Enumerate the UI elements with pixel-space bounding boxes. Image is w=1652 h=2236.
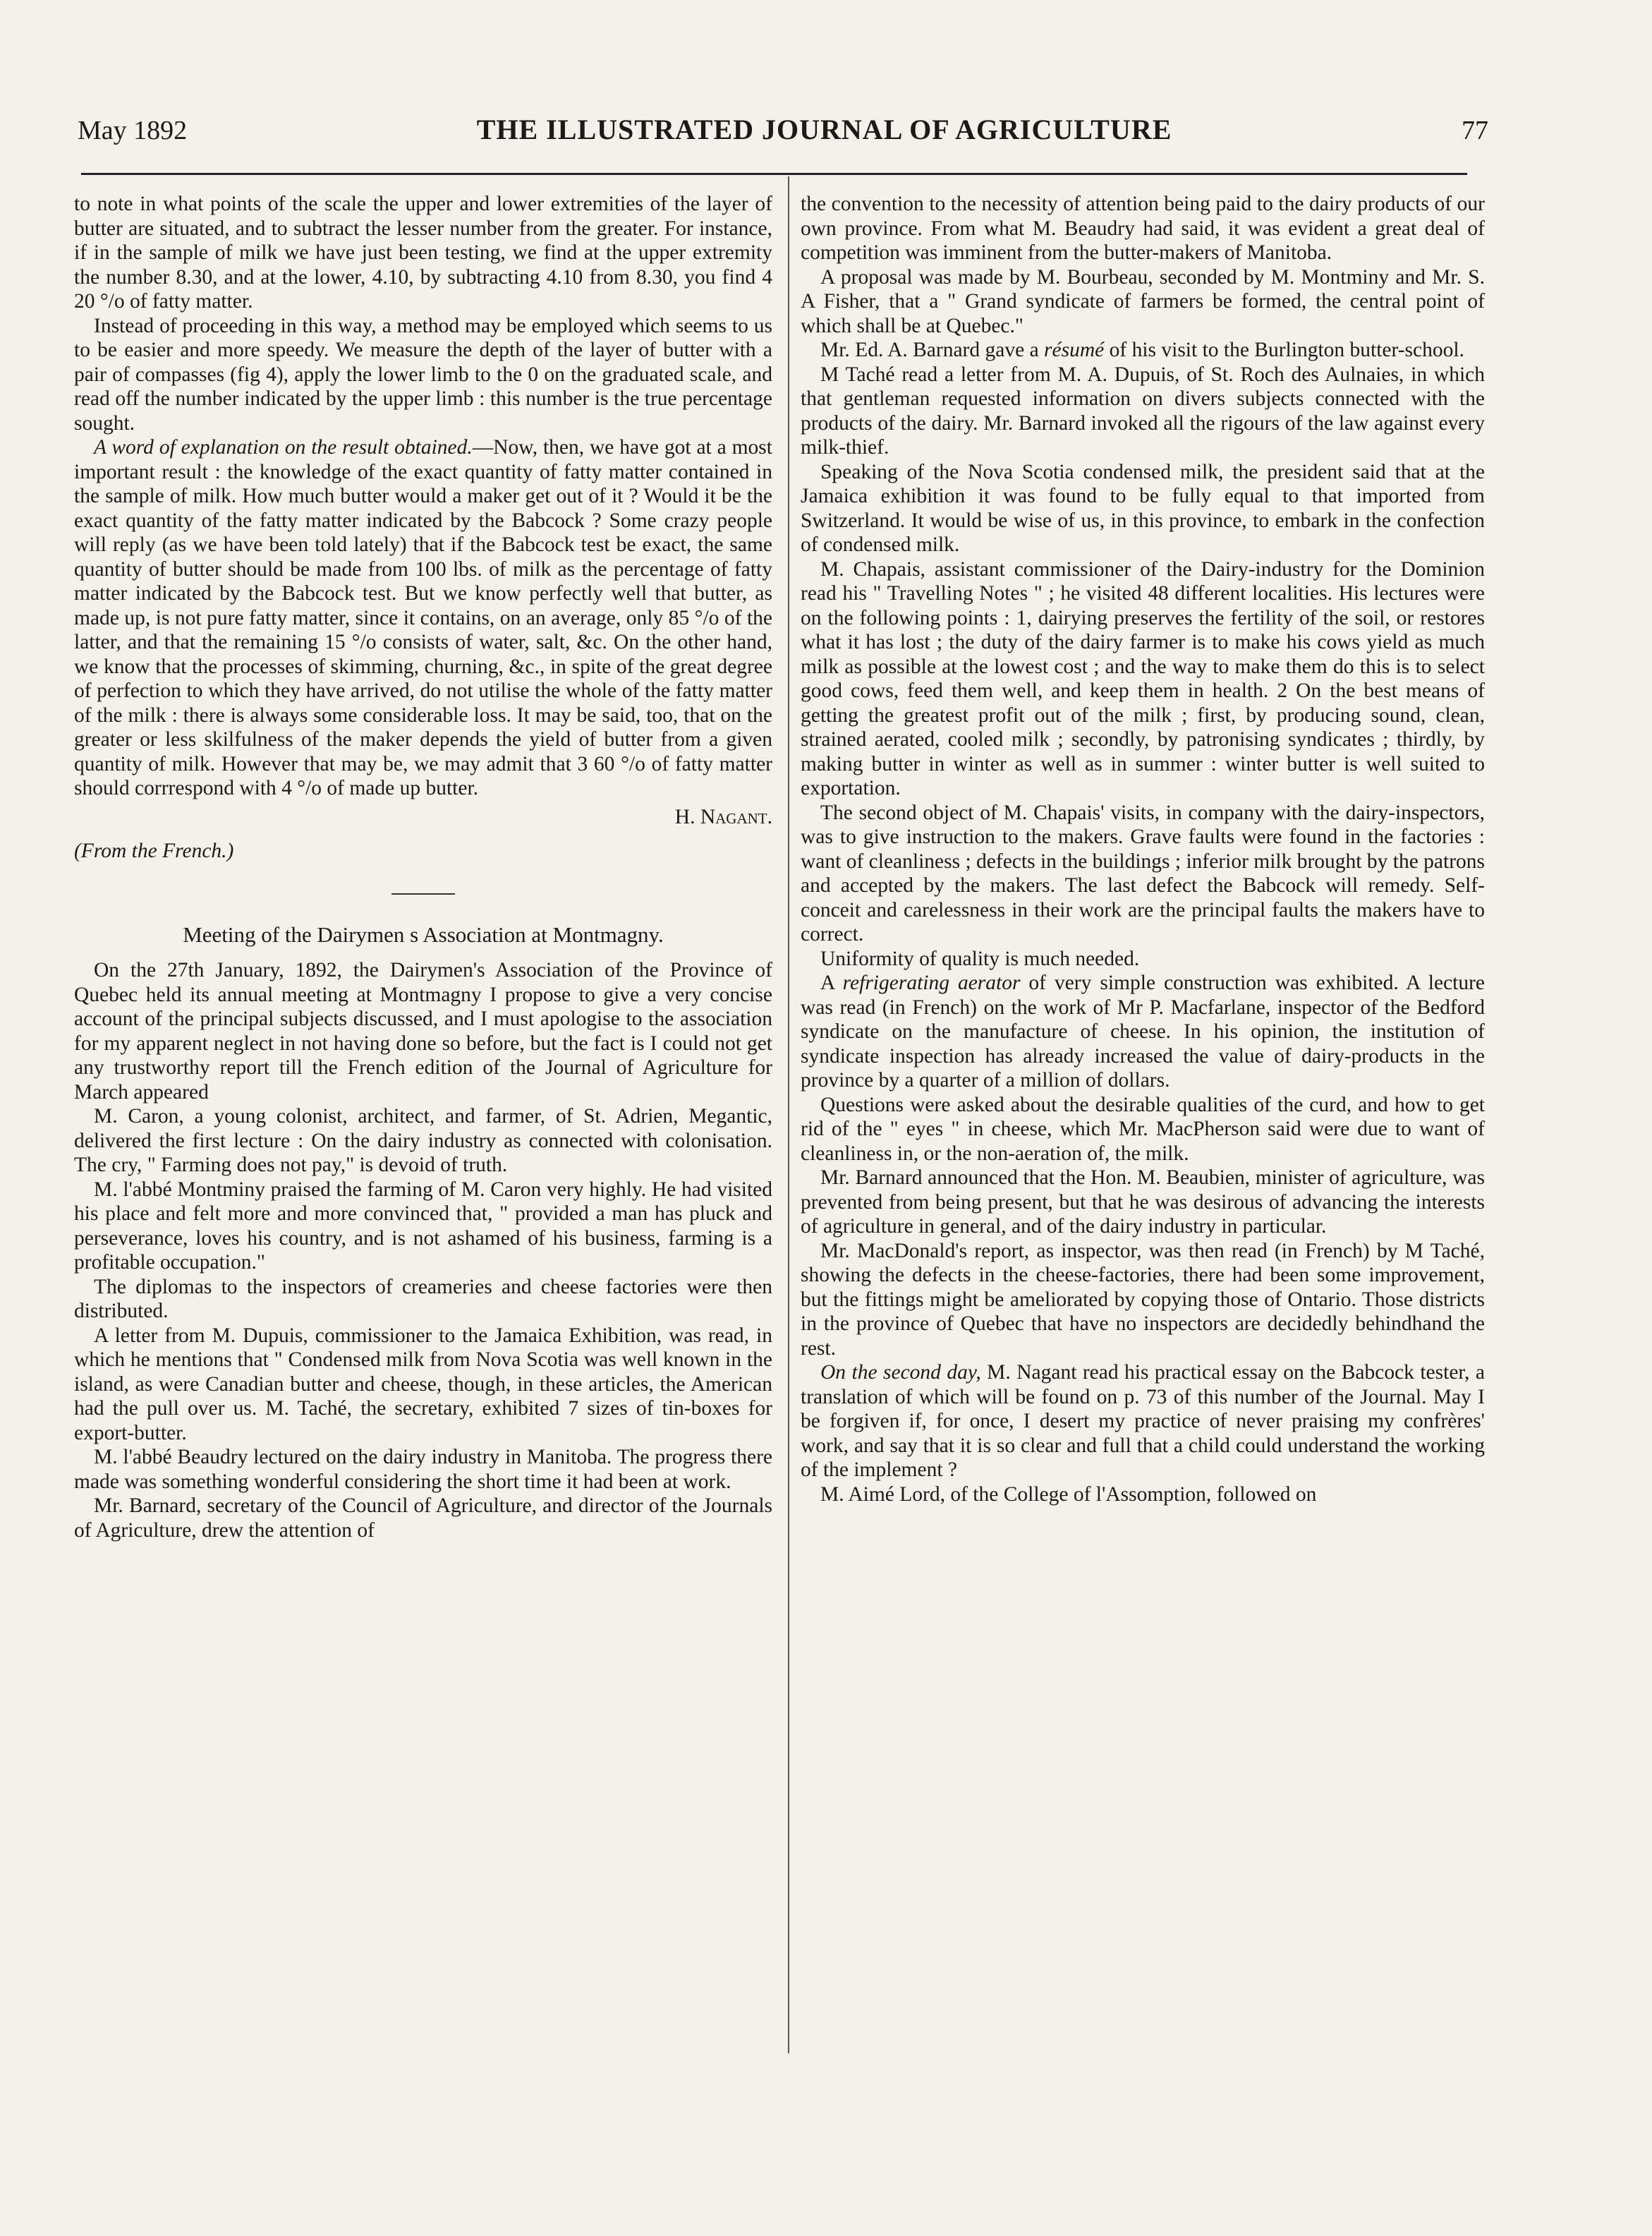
italic-run: refrigerating aerator bbox=[842, 972, 1021, 994]
paragraph: M Taché read a letter from M. A. Dupuis, of St. Roch des Aulnaies, in which that gentleman requested information on divers subjects connected with the products of the dairy. Mr. Barnard invoked all the rigours of the law against every milk-thief. bbox=[801, 363, 1485, 459]
author-signature: H. Nagant. bbox=[674, 805, 772, 828]
italic-run: On the second day, bbox=[820, 1361, 981, 1384]
header-rule bbox=[81, 173, 1467, 175]
paragraph: A proposal was made by M. Bourbeau, seconded by M. Montminy and Mr. S. A Fisher, that a " Grand syndicate of farmers be formed, the central point of which shall be at Quebec." bbox=[801, 265, 1485, 337]
paragraph-text: of very simple construction was exhibited. A lecture was read (in French) on the work of Mr P. Macfarlane, inspector of the Bedford syndicate on the manufacture of cheese. In his opinion, the institution of syndicate inspection has already increased the value of dairy-products in the province by a quarter of a million of dollars. bbox=[801, 972, 1485, 1092]
paragraph: M. Caron, a young colonist, architect, and farmer, of St. Adrien, Megantic, delivered the first lecture : On the dairy industry as connected with colonisation. The cry, " Farming does not pay," is devoid of truth. bbox=[74, 1105, 772, 1176]
paragraph bbox=[801, 1360, 1485, 1482]
page-number: 77 bbox=[1462, 116, 1488, 145]
issue-date: May 1892 bbox=[78, 116, 188, 145]
paragraph: M. Chapais, assistant commissioner of the Dairy-industry for the Dominion read his " Travelling Notes " ; he visited 48 different localities. His lectures were on the following points : 1, dairying preserves the fertility of the soil, or restores what it has lost ; the duty of the dairy farmer is to make his cows yield as much milk as possible at the lowest cost ; and the way to make them do this is to select good cows, feed them well, and keep them in health. 2 On the best means of getting the greatest profit out of the milk ; first, by producing sound, clean, strained aerated, cooled milk ; secondly, by patronising syndicates ; thirdly, by making butter in winter as well as in summer : winter butter is well suited to exportation. bbox=[801, 557, 1485, 799]
paragraph bbox=[801, 971, 1485, 1093]
paragraph: Mr. MacDonald's report, as inspector, was then read (in French) by M Taché, showing the defects in the cheese-factories, there had been some improvement, but the fittings might be ameliorated by copying those of Ontario. Those districts in the province of Quebec that have no inspectors are decidedly behindhand the rest. bbox=[801, 1239, 1485, 1360]
italic-run: A word of explanation on the result obtained. bbox=[94, 436, 473, 459]
paragraph bbox=[801, 338, 1485, 363]
paragraph: M. l'abbé Montminy praised the farming of M. Caron very highly. He had visited his place and felt more and more convinced that, " provided a man has pluck and perseverance, loves his country, and is not ashamed of his business, farming is a profitable occupation." bbox=[74, 1178, 772, 1274]
paragraph-text: of his visit to the Burlington butter-school. bbox=[1104, 339, 1464, 361]
paragraph: A letter from M. Dupuis, commissioner to the Jamaica Exhibition, was read, in which he mentions that " Condensed milk from Nova Scotia was well known in the island, as were Canadian butter and cheese, though, in these articles, the American had the pull over us. M. Taché, the secretary, exhibited 7 sizes of tin-boxes for export-butter. bbox=[74, 1324, 772, 1444]
paragraph: the convention to the necessity of attention being paid to the dairy products of our own province. From what M. Beaudry had said, it was evident a great deal of competition was imminent from the butter-makers of Manitoba. bbox=[801, 193, 1485, 264]
article-heading: Meeting of the Dairymen s Association at Montmagny. bbox=[183, 921, 664, 947]
paragraph-text: —Now, then, we have got at a most important result : the knowledge of the exact quantity of fatty matter contained in the sample of milk. How much butter would a maker get out of it ? Would it be the exact quantity of the fatty matter indicated by the Babcock ? Some crazy people will reply (as we have been told lately) that if the Babcock test be exact, the same quantity of butter should be made from 100 lbs. of milk as the percentage of fatty matter indicated by the Babcock test. But we know perfectly well that butter, as made up, is not pure fatty matter, since it contains, on an average, only 85 °/o of the latter, and that the remaining 15 °/o consists of water, salt, &c. On the other hand, we know that the processes of skimming, churning, &c., in spite of the great degree of perfection to which they have arrived, do not utilise the whole of the fatty matter of the milk : there is always some considerable loss. It may be said, too, that on the greater or less skilfulness of the maker depends the yield of butter from a given quantity of milk. However that may be, we may admit that 3 60 °/o of fatty matter should corrrespond with 4 °/o of made up butter. bbox=[74, 436, 772, 799]
paragraph: The second object of M. Chapais' visits, in company with the dairy-inspectors, was to give instruction to the makers. Grave faults were found in the factories : want of cleanliness ; defects in the buildings ; inferior milk brought by the patrons and accepted by the makers. The last defect the Babcock will remedy. Self-conceit and carelessness in their work are the principal faults the makers have to correct. bbox=[801, 801, 1486, 945]
paragraph bbox=[74, 435, 772, 801]
paragraph: Mr. Barnard, secretary of the Council of Agriculture, and director of the Journals of Agriculture, drew the attention of bbox=[74, 1494, 772, 1542]
paragraph: M. l'abbé Beaudry lectured on the dairy industry in Manitoba. The progress there made was something wonderful considering the short time it had been at work. bbox=[74, 1446, 772, 1493]
paragraph: The diplomas to the inspectors of creameries and cheese factories were then distributed. bbox=[74, 1275, 772, 1322]
paragraph: On the 27th January, 1892, the Dairymen's Association of the Province of Quebec held its annual meeting at Montmagny I propose to give a very concise account of the principal subjects discussed, and I must apologise to the association for my apparent neglect in not having done so before, but the fact is I could not get any trustworthy report till the French edition of the Journal of Agriculture for March appeared bbox=[74, 959, 772, 1104]
journal-title: THE ILLUSTRATED JOURNAL OF AGRICULTURE bbox=[476, 114, 1172, 145]
paragraph: to note in what points of the scale the upper and lower extremities of the layer of butter are situated, and to subtract the lesser number from the greater. For instance, if in the sample of milk we have just been testing, we find at the upper extremity the number 8.30, and at the lower, 4.10, by subtracting 4.10 from 8.30, you find 4 20 °/o of fatty matter. bbox=[74, 193, 772, 313]
paragraph: Uniformity of quality is much needed. bbox=[820, 947, 1140, 970]
italic-run: résumé bbox=[1044, 339, 1105, 361]
running-header bbox=[78, 113, 1488, 155]
paragraph: Speaking of the Nova Scotia condensed milk, the president said that at the Jamaica exhibition it was found to be fully equal to that imported from Switzerland. It would be wise of us, in this province, to embark in the confection of condensed milk. bbox=[801, 460, 1485, 556]
paragraph-text: Mr. Ed. A. Barnard gave a bbox=[820, 339, 1045, 361]
paragraph-text: A bbox=[820, 972, 843, 994]
right-column bbox=[801, 192, 1485, 1506]
paragraph: M. Aimé Lord, of the College of l'Assomption, followed on bbox=[820, 1482, 1317, 1506]
column-divider bbox=[788, 176, 789, 2053]
paragraph: Instead of proceeding in this way, a method may be employed which seems to us to be easier and more speedy. We measure the depth of the layer of butter with a pair of compasses (fig 4), apply the lower limb to the 0 on the graduated scale, and read off the number indicated by the upper limb : this number is the true percentage sought. bbox=[74, 314, 772, 435]
paragraph-text: M. Nagant read his practical essay on the Babcock tester, a translation of which will be found on p. 73 of this number of the Journal. May I be forgiven if, for once, I desert my practice of never praising my confrères' work, and say that it is so clear and full that a child could understand the working of the implement ? bbox=[801, 1361, 1485, 1481]
source-note: (From the French.) bbox=[74, 840, 234, 862]
section-divider bbox=[391, 893, 455, 895]
paragraph: Questions were asked about the desirable qualities of the curd, and how to get rid of the " eyes " in cheese, which Mr. MacPherson said were due to want of cleanliness in, or the non-aeration of, the milk. bbox=[801, 1093, 1485, 1165]
paragraph: Mr. Barnard announced that the Hon. M. Beaubien, minister of agriculture, was prevented from being present, but that he was desirous of advancing the interests of agriculture in general, and of the dairy industry in particular. bbox=[801, 1166, 1485, 1238]
left-column bbox=[74, 192, 772, 1542]
